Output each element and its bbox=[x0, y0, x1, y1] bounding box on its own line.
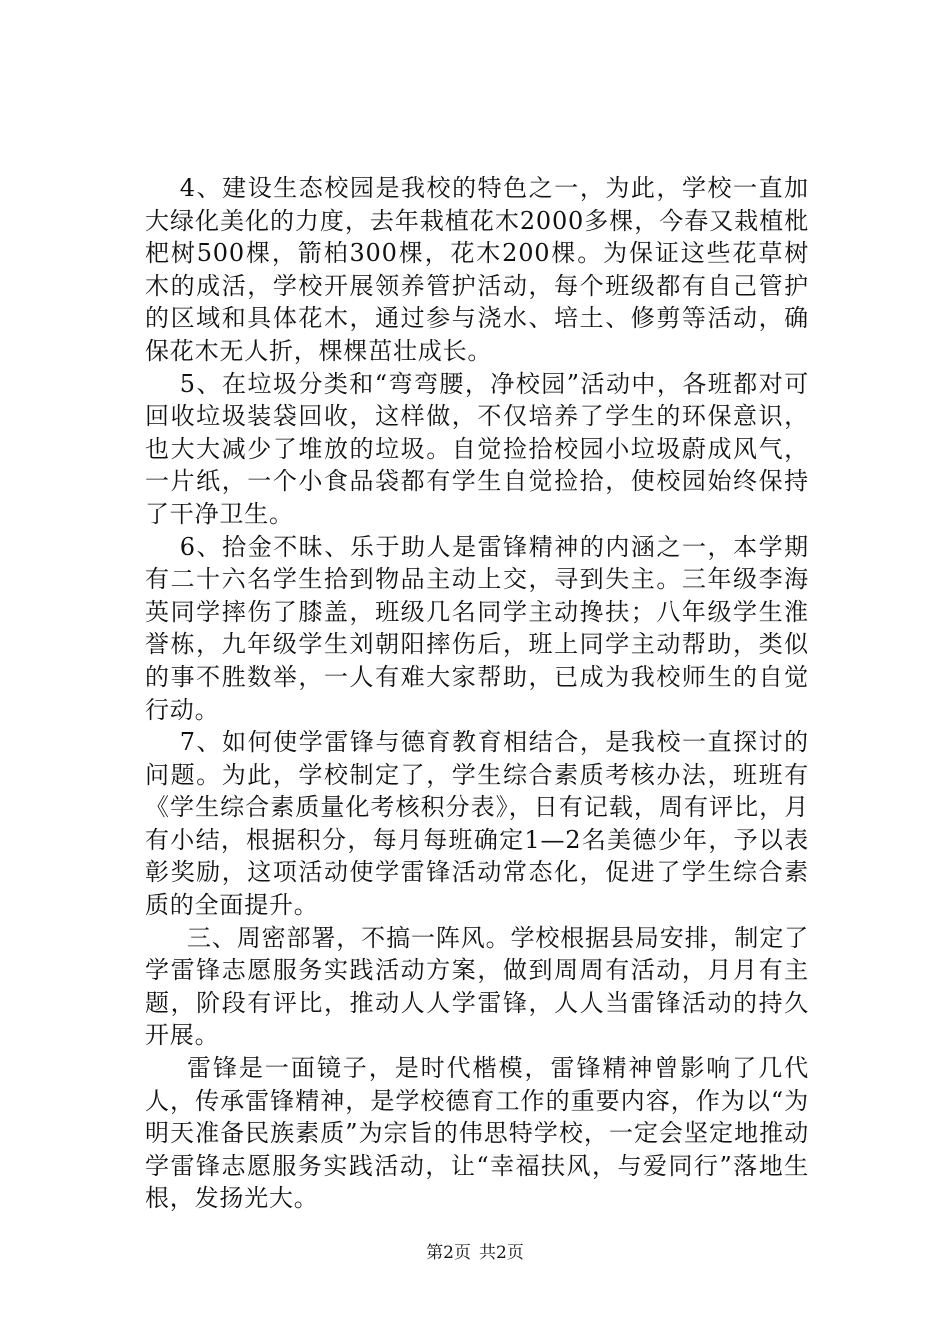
closing-paragraph: 雷锋是一面镜子，是时代楷模，雷锋精神曾影响了几代人，传承雷锋精神，是学校德育工作的重要内容，作为以“为明天准备民族素质”为宗旨的伟思特学校，一定会坚定地推动学雷锋志愿服务实践活动，让“幸福扶风，与爱同行”落地生根，发扬光大。 bbox=[145, 1054, 809, 1213]
paragraph-item-6: 6、拾金不昧、乐于助人是雷锋精神的内涵之一，本学期有二十六名学生拾到物品主动上交，寻到失主。三年级李海英同学摔伤了膝盖，班级几名同学主动搀扶；八年级学生淮誉栋，九年级学生刘朝阳摔伤后，班上同学主动帮助，类似的事不胜数举，一人有难大家帮助，已成为我校师生的自觉行动。 bbox=[145, 532, 809, 724]
document-body bbox=[145, 172, 809, 1215]
section-three-paragraph: 三、周密部署，不搞一阵风。学校根据县局安排，制定了学雷锋志愿服务实践活动方案，做到周周有活动，月月有主题，阶段有评比，推动人人学雷锋，人人当雷锋活动的持久开展。 bbox=[145, 923, 809, 1050]
paragraph-item-4: 4、建设生态校园是我校的特色之一，为此，学校一直加大绿化美化的力度，去年栽植花木2000多棵，今春又栽植枇杷树500棵，箭柏300棵，花木200棵。为保证这些花草树木的成活，学校开展领养管护活动，每个班级都有自己管护的区域和具体花木，通过参与浇水、培土、修剪等活动，确保花木无人折，棵棵茁壮成长。 bbox=[145, 174, 809, 365]
page-footer bbox=[0, 1242, 950, 1264]
paragraph-item-5: 5、在垃圾分类和“弯弯腰，净校园”活动中，各班都对可回收垃圾装袋回收，这样做，不仅培养了学生的环保意识，也大大减少了堆放的垃圾。自觉捡拾校园小垃圾蔚成风气，一片纸，一个小食品袋都有学生自觉捡拾，使校园始终保持了干净卫生。 bbox=[145, 369, 809, 528]
page-number: 第2页 bbox=[426, 1243, 471, 1263]
paragraph-item-7: 7、如何使学雷锋与德育教育相结合，是我校一直探讨的问题。为此，学校制定了，学生综合素质考核办法，班班有《学生综合素质量化考核积分表》，日有记载，周有评比，月有小结，根据积分，每月每班确定1—2名美德少年，予以表彰奖励，这项活动使学雷锋活动常态化，促进了学生综合素质的全面提升。 bbox=[145, 728, 809, 920]
page-total: 共2页 bbox=[479, 1243, 524, 1263]
